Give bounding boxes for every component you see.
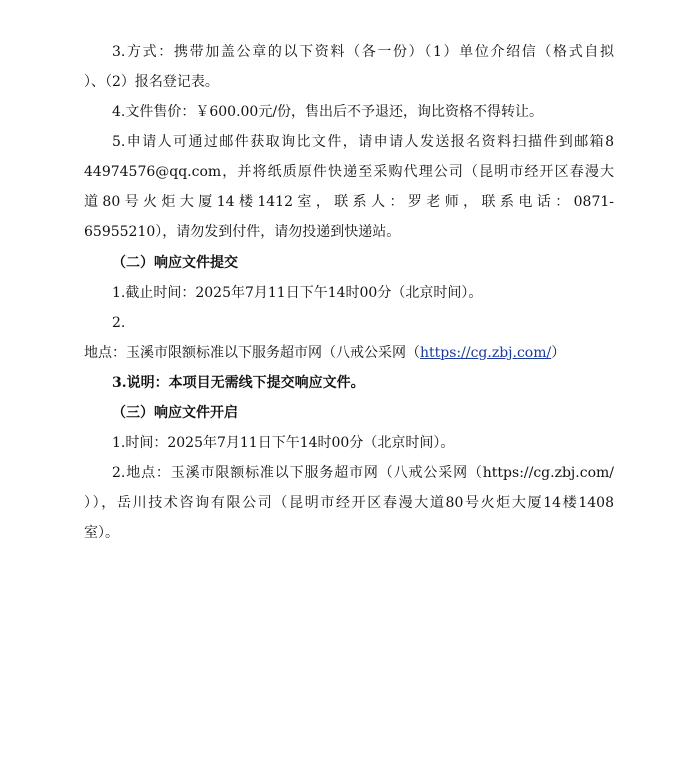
s3-item1-time: 1.时间：2025年7月11日下午14时00分（北京时间）。 [112,435,455,451]
zbj-link[interactable]: https://cg.zbj.com/ [420,345,552,361]
item3-method-line1: 3.方式：携带加盖公章的以下资料（各一份）（1）单位介绍信（格式自拟 [112,44,614,60]
s2-item2-number: 2. [112,315,126,331]
item5-line3: 道80号火炬大厦14楼1412室，联系人：罗老师，联系电话：0871- [84,194,614,210]
item5-line1: 5.申请人可通过邮件获取询比文件，请申请人发送报名资料扫描件到邮箱8 [112,134,614,150]
s2-item2-suffix: ） [551,345,566,361]
section2-heading: （二）响应文件提交 [112,255,238,271]
s2-item2-prefix: 地点：玉溪市限额标准以下服务超市网（八戒公采网（ [84,345,420,361]
s2-item3-note: 3.说明：本项目无需线下提交响应文件。 [112,375,365,391]
s2-item2-location [84,342,644,364]
s3-item2-line3: 室）。 [84,525,119,541]
s2-item1-deadline: 1.截止时间：2025年7月11日下午14时00分（北京时间）。 [112,285,483,301]
item4-price: 4.文件售价：￥600.00元/份，售出后不予退还，询比资格不得转让。 [112,104,544,120]
item5-line4: 65955210），请勿发到付件，请勿投递到快递站。 [84,224,401,240]
item3-method-line2: ）、（2）报名登记表。 [84,74,219,90]
section3-heading: （三）响应文件开启 [112,405,238,421]
s3-item2-line2: ）），岳川技术咨询有限公司（昆明市经开区春漫大道80号火炬大厦14楼1408 [84,495,614,511]
item5-line2: 44974576@qq.com，并将纸质原件快递至采购代理公司（昆明市经开区春漫大 [84,164,614,180]
s3-item2-line1: 2.地点：玉溪市限额标准以下服务超市网（八戒公采网（https://cg.zbj.com/ [112,465,614,481]
